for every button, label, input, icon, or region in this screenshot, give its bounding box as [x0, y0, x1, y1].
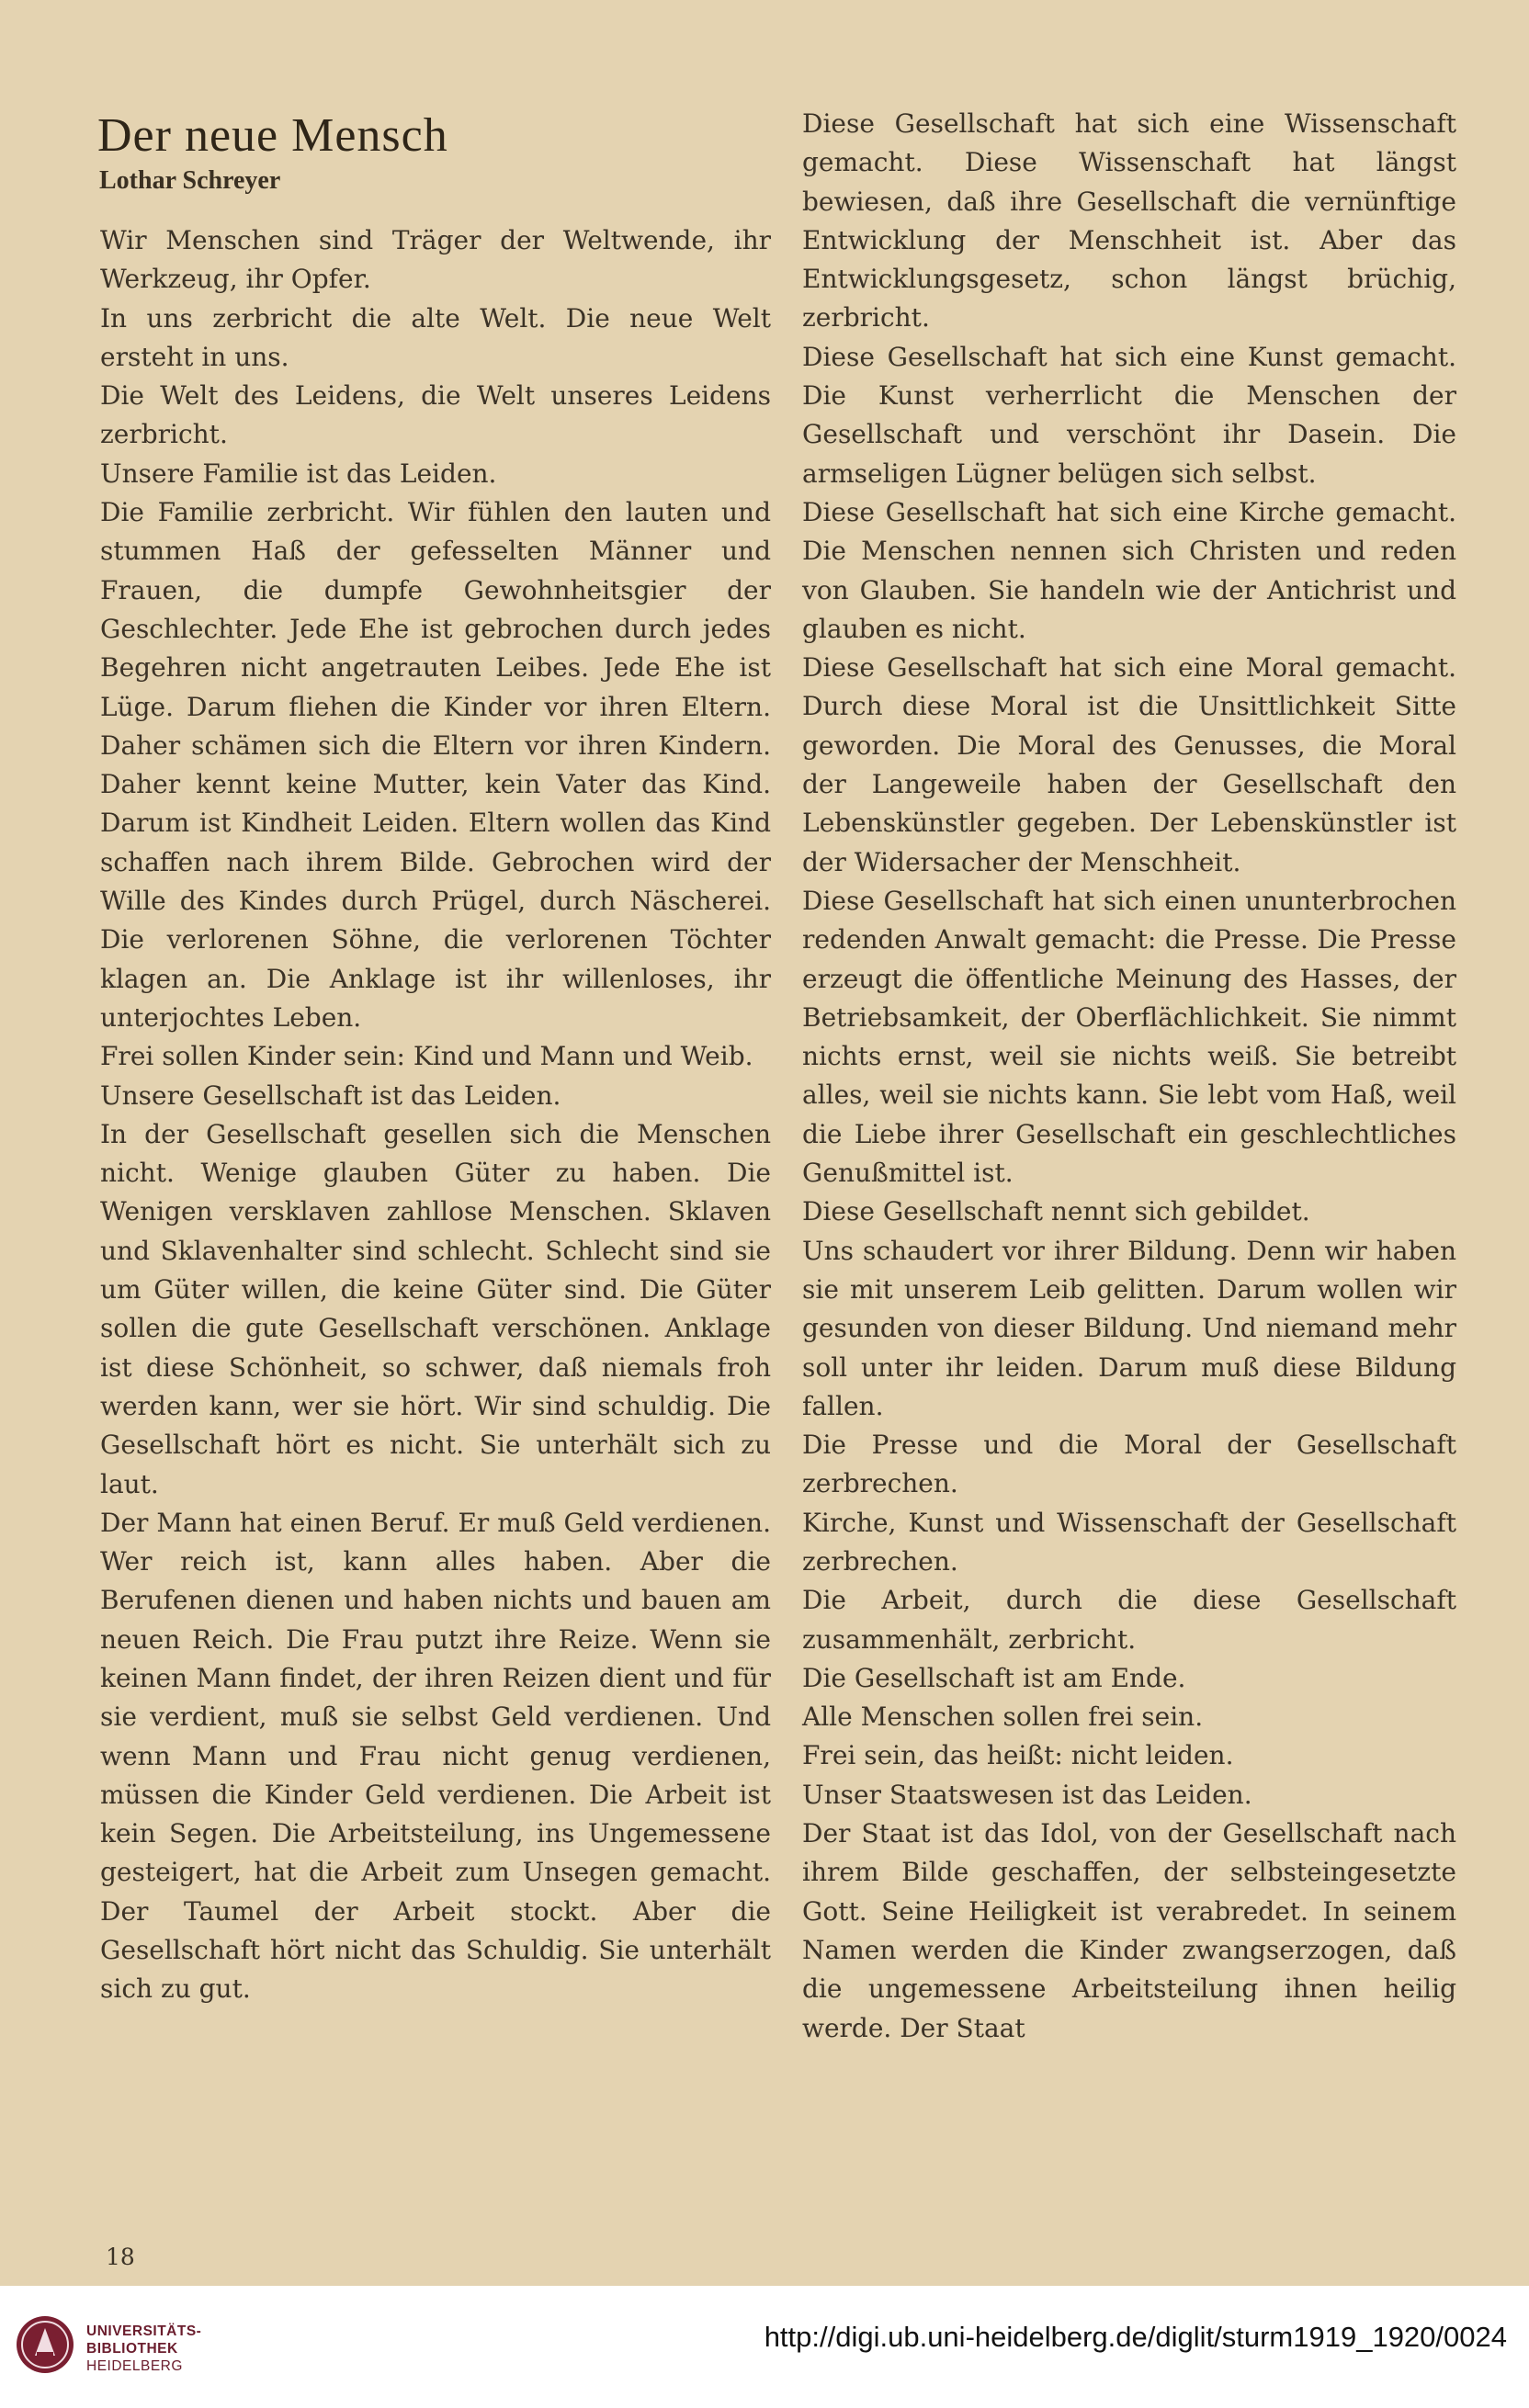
paragraph: Die Arbeit, durch die diese Gesellschaft zusammenhält, zerbricht.	[802, 1585, 1456, 1655]
source-url-link[interactable]: http://digi.ub.uni-heidelberg.de/diglit/sturm1919_1920/0024	[764, 2321, 1507, 2353]
paragraph: Uns schaudert vor ihrer Bildung. Denn wir haben sie mit unserem Leib gelitten. Darum wollen wir gesunden von dieser Bildung. Und niemand mehr soll unter ihr leiden. Darum muß diese Bildung fallen.	[802, 1235, 1456, 1421]
paragraph: Diese Gesellschaft nennt sich gebildet.	[802, 1196, 1310, 1227]
paragraph: Diese Gesellschaft hat sich eine Moral gemacht. Durch diese Moral ist die Unsittlichkeit Sitte geworden. Die Moral des Genusses, die Moral der Langeweile haben der Gesellschaft den Lebenskünstler gegeben. Der Lebenskünstler ist der Widersacher der Menschheit.	[802, 652, 1456, 877]
page-number: 18	[106, 2244, 135, 2270]
paragraph: Diese Gesellschaft hat sich eine Kirche gemacht. Die Menschen nennen sich Christen und reden von Glauben. Sie handeln wie der Antichrist und glauben es nicht.	[802, 496, 1456, 644]
heidelberg-library-seal-icon	[15, 2308, 79, 2381]
paragraph: Diese Gesellschaft hat sich eine Kunst gemacht. Die Kunst verherrlicht die Menschen der Gesellschaft und verschönt ihr Dasein. Die armseligen Lügner belügen sich selbst.	[802, 341, 1456, 489]
article-title: Der neue Mensch	[97, 109, 448, 162]
paragraph: Unser Staatswesen ist das Leiden.	[802, 1779, 1252, 1810]
article-author: Lothar Schreyer	[99, 166, 281, 195]
library-name	[86, 2323, 201, 2375]
library-name-line: BIBLIOTHEK	[86, 2341, 178, 2357]
paragraph: Die Welt des Leidens, die Welt unseres Leidens zerbricht.	[100, 380, 771, 450]
paragraph: Diese Gesellschaft hat sich eine Wissenschaft gemacht. Diese Wissenschaft hat längst bewiesen, daß ihre Gesellschaft die vernünftige Entwicklung der Menschheit ist. Aber das Entwicklungsgesetz, schon längst brüchig, zerbricht.	[802, 108, 1456, 334]
paragraph: Wir Menschen sind Träger der Weltwende, ihr Werkzeug, ihr Opfer.	[100, 225, 771, 295]
paragraph: Die Familie zerbricht. Wir fühlen den lauten und stummen Haß der gefesselten Männer und Frauen, die dumpfe Gewohnheitsgier der Geschlechter. Jede Ehe ist gebrochen durch jedes Begehren nicht angetrauten Leibes. Jede Ehe ist Lüge. Darum fliehen die Kinder vor ihren Eltern. Daher schämen sich die Eltern vor ihren Kindern. Daher kennt keine Mutter, kein Vater das Kind. Darum ist Kindheit Leiden. Eltern wollen das Kind schaffen nach ihrem Bilde. Gebrochen wird der Wille des Kindes durch Prügel, durch Näscherei. Die verlorenen Söhne, die verlorenen Töchter klagen an. Die Anklage ist ihr willenloses, ihr unterjochtes Leben.	[100, 497, 771, 1033]
right-column	[802, 105, 1456, 2048]
library-footer	[0, 2286, 1529, 2408]
paragraph: Der Staat ist das Idol, von der Gesellschaft nach ihrem Bilde geschaffen, der selbsteingesetzte Gott. Seine Heiligkeit ist verabredet. In seinem Namen werden die Kinder zwangserzogen, daß die ungemessene Arbeitsteilung ihnen heilig werde. Der Staat	[802, 1818, 1456, 2043]
library-name-line: UNIVERSITÄTS-	[86, 2323, 202, 2339]
paragraph: Unsere Familie ist das Leiden.	[100, 458, 497, 489]
paragraph: Kirche, Kunst und Wissenschaft der Gesellschaft zerbrechen.	[802, 1507, 1456, 1577]
paragraph: In der Gesellschaft gesellen sich die Menschen nicht. Wenige glauben Güter zu haben. Die Wenigen versklaven zahllose Menschen. Sklaven und Sklavenhalter sind schlecht. Schlecht sind sie um Güter willen, die keine Güter sind. Die Güter sollen die gute Gesellschaft verschönen. Anklage ist diese Schönheit, so schwer, daß niemals froh werden kann, wer sie hört. Wir sind schuldig. Die Gesellschaft hört es nicht. Sie unterhält sich zu laut.	[100, 1118, 771, 1499]
paragraph: Alle Menschen sollen frei sein.	[802, 1701, 1204, 1733]
paragraph: Diese Gesellschaft hat sich einen ununterbrochen redenden Anwalt gemacht: die Presse. Die Presse erzeugt die öffentliche Meinung des Hasses, der Betriebsamkeit, der Oberflächlichkeit. Sie nimmt nichts ernst, weil sie nichts weiß. Sie betreibt alles, weil sie nichts kann. Sie lebt vom Haß, weil die Liebe ihrer Gesellschaft ein geschlechtliches Genußmittel ist.	[802, 885, 1456, 1189]
library-name-line: HEIDELBERG	[86, 2358, 183, 2374]
paragraph: Der Mann hat einen Beruf. Er muß Geld verdienen. Wer reich ist, kann alles haben. Aber die Berufenen dienen und haben nichts und bauen am neuen Reich. Die Frau putzt ihre Reize. Wenn sie keinen Mann findet, der ihren Reizen dient und für sie verdient, muß sie selbst Geld verdienen. Und wenn Mann und Frau nicht genug verdienen, müssen die Kinder Geld verdienen. Die Arbeit ist kein Segen. Die Arbeitsteilung, ins Ungemessene gesteigert, hat die Arbeit zum Unsegen gemacht. Der Taumel der Arbeit stockt. Aber die Gesellschaft hört nicht das Schuldig. Sie unterhält sich zu gut.	[100, 1507, 771, 2005]
paragraph: In uns zerbricht die alte Welt. Die neue Welt ersteht in uns.	[100, 302, 771, 372]
paragraph: Frei sein, das heißt: nicht leiden.	[802, 1740, 1234, 1771]
paragraph: Die Gesellschaft ist am Ende.	[802, 1662, 1186, 1693]
left-column	[100, 221, 771, 2009]
library-logo[interactable]	[15, 2308, 290, 2381]
paragraph: Frei sollen Kinder sein: Kind und Mann und Weib.	[100, 1041, 753, 1072]
paragraph: Die Presse und die Moral der Gesellschaft zerbrechen.	[802, 1430, 1456, 1499]
paragraph: Unsere Gesellschaft ist das Leiden.	[100, 1080, 561, 1111]
